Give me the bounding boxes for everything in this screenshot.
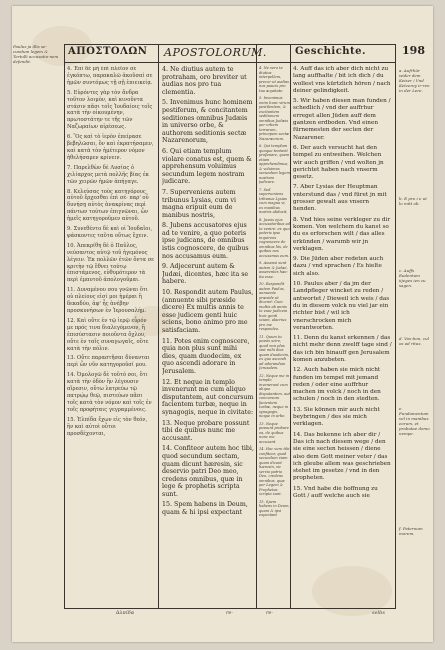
header-greek: ΑΠΟΣΤΟΛΩΝ [68, 46, 148, 57]
column-rule [256, 44, 257, 608]
latin-verse: 4. Ne diutius autem te protraham, oro breviter ut audias nos pro tua clementia. [162, 66, 247, 96]
greek-verse: 9. Συνεθέντο δὲ καὶ οἱ Ἰουδαῖοι, φάσκοντες ταῦτα οὕτως ἔχειν. [67, 226, 153, 239]
greek-verse: 10. Ἀπεκρίθη δὲ ὁ Παῦλος, νεύσαντος αὐτῷ τοῦ ἡγεμόνος λέγειν. Ἐκ πολλῶν ἐτῶν ὄντα σε κριτὴν τῷ ἔθνει τούτῳ ἐπιστάμενος, εὐθυμότερον τὰ περὶ ἐμαυτοῦ ἀπολογοῦμαι. [67, 242, 154, 284]
header-german: Geschichte. [295, 46, 367, 57]
greek-verse: 6. Ὃς καὶ τὸ ἱερὸν ἐπείρασε βεβηλῶσαι, ὃν καὶ ἐκρατήσαμεν, καὶ κατὰ τὸν ἡμέτερον νόμον ἠθελήσαμεν κρίνειν. [67, 134, 154, 161]
latin-alt-verse: 6. Qui templum quoque tentavit profanare, quem etiam apprehendimus, & voluimus secundum legem nostram judicare. [259, 144, 290, 184]
latin-alt-verse: 14. Hoc vero tibi confiteor, quod secundum viam quam dicunt hæresin, sic servio patrio Deo, credens omnibus, quæ per Legem & Prophetas scripta sunt. [259, 447, 290, 496]
german-column [293, 66, 392, 604]
greek-verse: 8. Κελεύσας τοὺς κατηγόρους αὐτοῦ ἔρχεσθαι ἐπὶ σέ· παρ' οὗ δυνήσῃ αὐτὸς ἀνακρίνας περὶ πάντων τούτων ἐπιγνῶναι, ὧν ἡμεῖς κατηγοροῦμεν αὐτοῦ. [67, 188, 149, 223]
german-verse: 11. Denn du kanst erkennen / das nicht mehr denn zwelff tage sind / das ich bin hinauff gen Jerusalem komen anzubeten. [293, 335, 392, 363]
greek-verse: 7. Παρελθὼν δὲ Λυσίας ὁ χιλίαρχος μετὰ πολλῆς βίας ἐκ τῶν χειρῶν ἡμῶν ἀπήγαγε. [67, 164, 149, 185]
latin-alt-verse: 5. Invenimus enim hunc virum pestilentem, & excitantem seditionem omnibus Judæis per orbem terrarum, principem sectæ Nazaræorum. [259, 96, 290, 141]
latin-alt-verse: 10. Respondit autem Paulus, annuente præside ut diceret: Cum multis ab annis te esse judicem huic genti sciam, alacrius pro me respondeo. [259, 282, 288, 331]
latin-verse: 12. Et neque in templo invenerunt me cum aliquo disputantem, aut concursum facientem turbæ, neque in synagogis, neque in civitate: [162, 378, 254, 416]
column-rule [158, 44, 159, 608]
greek-verse: 4. Ἐπὶ δὲ μὴ ἐπὶ πλεῖον σε ἐγκόπτω, παρακαλῶ ἀκοῦσαί σε ἡμῶν συντόμως τῇ σῇ ἐπιεικείᾳ. [67, 66, 153, 86]
latin-verse: 14. Confiteor autem hoc tibi, quod secundum sectam, quam dicunt hæresin, sic deservio patri Deo meo, credens omnibus, quæ in lege & prophetis scripta sunt. [162, 445, 254, 498]
right-margin-note: a. Aufrhür wider dem Keiser / Vnd Ketzerey ir-ren in der Lere. [399, 68, 430, 93]
right-margin-note: d. Vos-tion, cul os ad ritus. [399, 336, 429, 346]
latin-verse: 8. Jubens accusatores ejus ad te venire, a quo poteris ipse judicans, de omnibus istis cognoscere, de quibus nos accusamus eum. [162, 222, 249, 260]
german-verse: 7. Aber Lysias der Heuptman vnterstund das / vnd füret jn mit grosser gewalt aus vnsern henden. [293, 184, 387, 213]
latin-verse: 11. Potes enim cognoscere, quia non plus sunt mihi dies, quam duodecim, ex quo ascendi adorare in Jerusalem. [162, 337, 250, 375]
catchword-latin: re- [226, 610, 234, 616]
german-verse: 13. Sie können mir auch nicht beybringen / des sie mich verklagen. [293, 406, 380, 428]
right-margin-note: e. Fundamentum vel in manibus eorum, et probatae domo nempe. [399, 406, 430, 436]
header-latin: APOSTOLORUM. [164, 46, 267, 59]
right-margin-note: b. E pro i e ut lo mitt ob. [399, 196, 427, 206]
latin-alt-verse: 15. Spem habens in Deum, quam & ipsi expectant [259, 499, 290, 517]
latin-verse: 13. Neque probare possunt tibi de quibus nunc me accusant. [162, 419, 250, 442]
greek-verse: 15. Ἐλπίδα ἔχων εἰς τὸν θεόν, ἣν καὶ αὐτοὶ οὗτοι προσδέχονται, [67, 416, 148, 437]
greek-verse: 13. Οὔτε παραστῆσαι δύνανται περὶ ὧν νῦν κατηγοροῦσί μου. [67, 355, 150, 369]
catchword-note: re- [266, 610, 274, 616]
greek-column [67, 66, 154, 604]
latin-column [162, 66, 254, 604]
right-margin-note: f. Paternum morem. [399, 526, 423, 536]
left-margin-note: Paulus ja illis se-cundum legem & Tertulli accusatio-nem defendit. [13, 44, 59, 64]
german-verse: 14. Das bekenne ich aber dir / Das ich nach diesem wege / den sie eine secten heissen / diene also dem Gott meiner veter / das ich gleube allem was geschrieben stehet im gesetze / vnd in den propheten. [293, 431, 391, 482]
german-verse: 8. Vnd hies seine verkleger zu dir komen. Von welchem du kanst so du es erforschen wilt / das alles erkünden / warumb wir jn verklagen. [293, 216, 391, 252]
greek-verse: 14. Ὁμολογῶ δὲ τοῦτό σοι, ὅτι κατὰ τὴν ὁδὸν ἣν λέγουσιν αἵρεσιν, οὕτω λατρεύω τῷ πατρῴῳ θεῷ, πιστεύων πᾶσι τοῖς κατὰ τὸν νόμον καὶ τοῖς ἐν τοῖς προφήταις γεγραμμένοις. [67, 372, 152, 413]
greek-verse: 11. Δυναμένου σου γνῶναι ὅτι οὐ πλείους εἰσί μοι ἡμέραι ἢ δεκαδύο, ἀφ' ἧς ἀνέβην προσκυνήσων ἐν Ἱερουσαλήμ. [67, 287, 148, 314]
latin-alt-verse: 12. Neque me in templo invenerunt cum aliquo disputantem, aut concursum facientem turbæ, neque in synagogis, neque in urbe. [259, 373, 290, 418]
latin-verse: 10. Respondit autem Paulus, (annuente sibi præside dicere) Ex multis annis te esse judicem genti huic sciens, bono animo pro me satisfaciam. [162, 289, 254, 334]
german-verse: 5. Wir haben diesen man funden / schedlich / vnd der auffrhur erreget allen Jüden auff dem gantzen erdboden. Vnd einen fürnemesten der secten der Nazarener. [293, 98, 391, 141]
latin-alt-verse: 9. Assensi sunt autem & Judæi, asserentes hæc ita esse. [259, 261, 288, 279]
german-verse: 9. Die Jüden aber redeten auch dazu / vnd sprachen / Es hielte sich also. [293, 256, 384, 277]
header-rule [64, 62, 395, 63]
greek-verse: 5. Εὑρόντες γὰρ τὸν ἄνδρα τοῦτον λοιμὸν, καὶ κινοῦντα στάσιν πᾶσι τοῖς Ἰουδαίοις τοῖς κατὰ τὴν οἰκουμένην, πρωτοστάτην τε τῆς τῶν Ναζωραίων αἱρέσεως. [67, 89, 153, 131]
latin-alt-verse: 11. Quum tu possis scire, quod non plus sint mihi dies quam duodecim, ex quo ascendi ad adorandum Jerusalem. [259, 334, 290, 370]
german-verse: 12. Auch haben sie mich nicht funden im tempel mit jemand reden / oder eine auffrhur machen im volck / noch in den schulen / noch in den stedten. [293, 367, 381, 403]
latin-alt-verse: 7. Sed superveniens tribunus Lysias cum magna vi, ex manibus nostris abduxit, [259, 187, 288, 214]
german-verse: 6. Der auch versucht hat den tempel zu entweihen. Welchen wir auch griffen / vnd wolten jn gerichtet haben nach vnserm gesetz. [293, 144, 384, 181]
column-rule [290, 44, 291, 608]
catchword-german: selbs [372, 610, 385, 616]
right-margin-note: c. Auffs Eudentum iijeges ien zu sagen. [399, 268, 426, 288]
latin-verse: 15. Spem habens in Deum, quam & hi ipsi expectant [162, 501, 248, 517]
latin-alt-column [259, 66, 290, 604]
german-verse: 15. Vnd habe die hoffnung zu Gott / auff welche auch sie [293, 485, 378, 500]
latin-verse: 6. Qui etiam templum violare conatus est, quem & apprehensum voluimus secundum legem nostram judicare. [162, 147, 252, 186]
german-verse: 4. Auff das ich aber dich nicht zu lang auffhalte / bit ich dich / du wollest vns kürtzlich hören / nach deiner gelindigkeit. [293, 66, 391, 94]
latin-verse: 9. Adjecerunt autem & Judæi, dicentes, hæc ita se habere. [162, 263, 249, 286]
latin-alt-verse: 13. Neque possunt probare ea, de quibus nunc me accusant. [259, 421, 289, 444]
latin-alt-verse: 4. Ne vero te diutius interpellem, precor ut audias nos paucis pro tua æquitate. [259, 66, 289, 93]
latin-verse: 7. Superveniens autem tribunus Lysias, cum vi magna eripuit eum de manibus nostris, [162, 188, 236, 219]
page-number: 198 [402, 44, 425, 57]
latin-verse: 5. Invenimus hunc hominem pestiferum, & concitantem seditiones omnibus Judæis in universo orbe, & authorem seditionis sectæ Nazarenorum, [162, 99, 253, 145]
book-page [12, 6, 433, 642]
greek-verse: 12. Καὶ οὔτε ἐν τῷ ἱερῷ εὗρόν με πρός τινα διαλεγόμενον, ἢ ἐπισύστασιν ποιοῦντα ὄχλου, οὔτε ἐν ταῖς συναγωγαῖς, οὔτε κατὰ τὴν πόλιν. [67, 317, 149, 352]
latin-alt-verse: 8. Jussis ejus accusatoribus ad te venire: ex quo poteris ipse inquirens cognoscere de omnibus his, de quibus nos accusamus eum. [259, 217, 290, 258]
catchword-greek: ἀλπίδα [116, 610, 135, 616]
german-verse: 10. Paulus aber / da jm der Landpfleger wincket zu reden / antwortet / Dieweil ich weis / das du in diesem volck nu viel jar ein richter bist / wil ich vnerschrocken mich verantworten. [293, 281, 390, 331]
